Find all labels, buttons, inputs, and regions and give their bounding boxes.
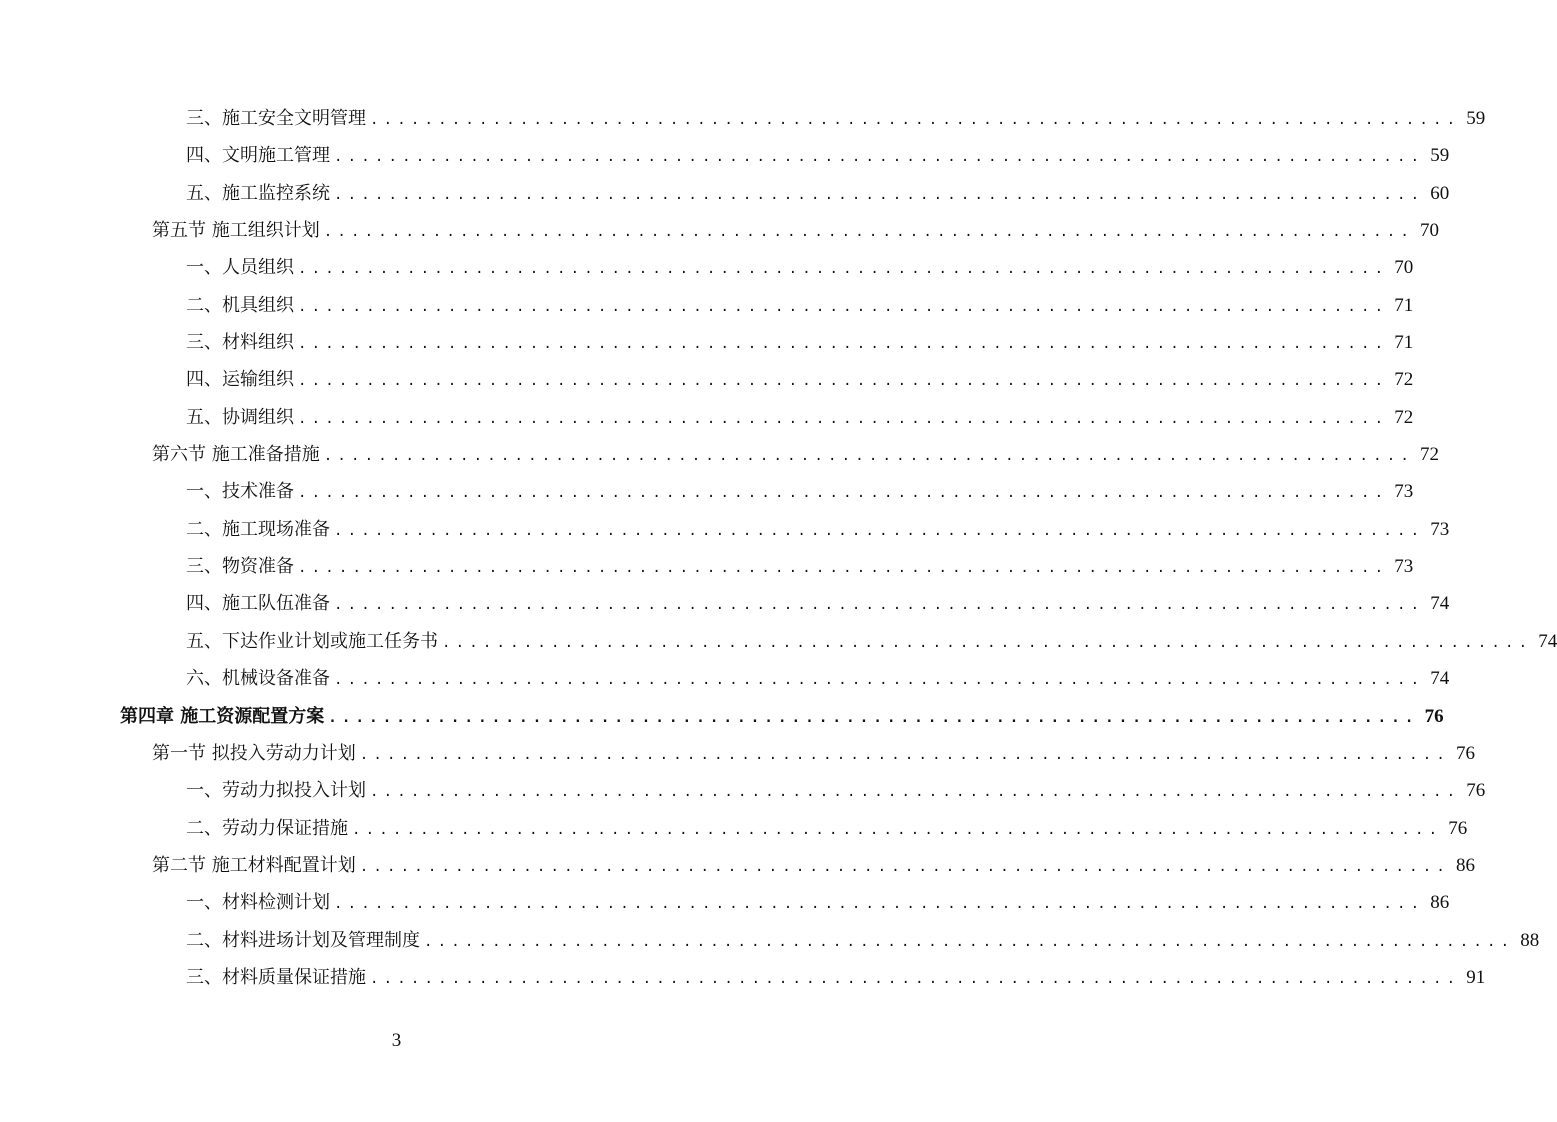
- dot-leader: ................................................................................: [359, 858, 1451, 875]
- toc-entry-title: 第四章 施工资源配置方案: [120, 705, 325, 727]
- toc-entry-title: 第六节 施工准备措施: [152, 444, 320, 466]
- dot-leader: ................................................................................: [334, 896, 1425, 913]
- toc-entry-page: 91: [1466, 966, 1486, 988]
- toc-entry-page: 73: [1394, 556, 1414, 578]
- toc-entry-item[interactable]: [0, 772, 1486, 809]
- toc-entry-section[interactable]: [0, 212, 1440, 249]
- toc-entry-line: [186, 473, 1414, 512]
- dot-leader: ................................................................................: [328, 709, 1419, 726]
- toc-entry-title: 一、材料检测计划: [186, 892, 330, 914]
- toc-entry-line: [186, 548, 1414, 587]
- toc-entry-page: 70: [1394, 257, 1414, 279]
- toc-entry-item[interactable]: [0, 548, 1414, 585]
- toc-entry-page: 74: [1430, 593, 1450, 615]
- toc-entry-line: [186, 287, 1414, 326]
- dot-leader: ................................................................................: [359, 746, 1451, 763]
- toc-entry-page: 76: [1424, 705, 1444, 727]
- toc-entry-page: 59: [1430, 145, 1450, 167]
- toc-entry-item[interactable]: [0, 511, 1450, 548]
- toc-entry-title: 四、运输组织: [186, 369, 294, 391]
- toc-entry-item[interactable]: [0, 361, 1414, 398]
- toc-entry-title: 第二节 施工材料配置计划: [152, 854, 356, 876]
- dot-leader: ................................................................................: [334, 186, 1425, 203]
- toc-entry-section[interactable]: [0, 735, 1476, 772]
- dot-leader: ................................................................................: [370, 784, 1461, 801]
- dot-leader: ................................................................................: [298, 410, 1389, 427]
- toc-entry-item[interactable]: [0, 473, 1414, 510]
- toc-entry-page: 72: [1420, 444, 1440, 466]
- toc-entry-title: 第一节 拟投入劳动力计划: [152, 742, 356, 764]
- toc-entry-line: [186, 810, 1468, 849]
- toc-entry-title: 四、文明施工管理: [186, 145, 330, 167]
- toc-entry-page: 73: [1394, 481, 1414, 503]
- toc-entry-page: 73: [1430, 518, 1450, 540]
- toc-entry-title: 五、协调组织: [186, 406, 294, 428]
- toc-entry-section[interactable]: [0, 847, 1476, 884]
- dot-leader: ................................................................................: [298, 373, 1389, 390]
- toc-entry-line: [120, 698, 1444, 737]
- toc-entry-page: 70: [1420, 220, 1440, 242]
- dot-leader: ................................................................................: [298, 560, 1389, 577]
- toc-entry-line: [186, 137, 1450, 176]
- dot-leader: ................................................................................: [370, 112, 1461, 128]
- toc-entry-title: 一、人员组织: [186, 257, 294, 279]
- toc-entry-page: 74: [1538, 630, 1557, 652]
- toc-entry-item[interactable]: [0, 959, 1486, 996]
- toc-entry-title: 一、技术准备: [186, 481, 294, 503]
- toc-entry-item[interactable]: [0, 175, 1450, 212]
- dot-leader: ................................................................................: [298, 298, 1389, 315]
- dot-leader: ................................................................................: [352, 821, 1443, 838]
- toc-entry-line: [186, 922, 1540, 961]
- toc-entry-page: 72: [1394, 406, 1414, 428]
- dot-leader: ................................................................................: [442, 634, 1533, 651]
- dot-leader: ................................................................................: [323, 448, 1415, 465]
- toc-entry-page: 71: [1394, 332, 1414, 354]
- toc-entry-item[interactable]: [0, 137, 1450, 174]
- dot-leader: ................................................................................: [298, 485, 1389, 502]
- toc-entry-item[interactable]: [0, 660, 1450, 697]
- toc-entry-title: 一、劳动力拟投入计划: [186, 780, 366, 802]
- toc-entry-item[interactable]: [0, 324, 1414, 361]
- dot-leader: ................................................................................: [334, 672, 1425, 689]
- toc-entry-line: [186, 249, 1414, 288]
- toc-entry-item[interactable]: [0, 249, 1414, 286]
- dot-leader: ................................................................................: [298, 336, 1389, 353]
- toc-entry-title: 第五节 施工组织计划: [152, 220, 320, 242]
- toc-entry-line: [186, 959, 1486, 998]
- toc-entry-title: 二、施工现场准备: [186, 518, 330, 540]
- toc-entry-title: 六、机械设备准备: [186, 668, 330, 690]
- page-number: 3: [391, 1030, 402, 1051]
- dot-leader: ................................................................................: [334, 149, 1425, 166]
- toc-entry-line: [186, 100, 1486, 139]
- toc-entry-page: 76: [1448, 817, 1468, 839]
- toc-entry-page: 88: [1520, 929, 1540, 951]
- dot-leader: ................................................................................: [323, 224, 1415, 241]
- toc-entry-item[interactable]: [0, 810, 1468, 847]
- toc-entry-page: 76: [1466, 780, 1486, 802]
- toc-entry-page: 86: [1456, 854, 1476, 876]
- toc-entry-item[interactable]: [0, 884, 1450, 921]
- toc-entry-line: [186, 361, 1414, 400]
- toc-entry-item[interactable]: [0, 287, 1414, 324]
- toc-entry-page: 86: [1430, 892, 1450, 914]
- toc-entry-title: 二、劳动力保证措施: [186, 817, 348, 839]
- table-of-contents: [0, 100, 1557, 996]
- toc-entry-line: [186, 175, 1450, 214]
- toc-entry-line: [186, 660, 1450, 699]
- toc-entry-line: [186, 399, 1414, 438]
- dot-leader: ................................................................................: [334, 597, 1425, 614]
- toc-entry-title: 三、材料组织: [186, 332, 294, 354]
- toc-entry-line: [186, 772, 1486, 811]
- toc-entry-title: 三、物资准备: [186, 556, 294, 578]
- toc-entry-item[interactable]: [0, 623, 1557, 660]
- toc-entry-title: 二、机具组织: [186, 294, 294, 316]
- dot-leader: ................................................................................: [298, 261, 1389, 278]
- toc-entry-title: 五、施工监控系统: [186, 182, 330, 204]
- toc-entry-page: 74: [1430, 668, 1450, 690]
- toc-entry-title: 二、材料进场计划及管理制度: [186, 929, 420, 951]
- toc-entry-line: [186, 884, 1450, 923]
- toc-entry-line: [152, 735, 1476, 774]
- toc-entry-line: [186, 511, 1450, 550]
- dot-leader: ................................................................................: [424, 933, 1515, 950]
- toc-entry-title: 三、施工安全文明管理: [186, 108, 366, 129]
- toc-entry-line: [152, 212, 1440, 251]
- toc-entry-page: 60: [1430, 182, 1450, 204]
- dot-leader: ................................................................................: [334, 522, 1425, 539]
- toc-entry-item[interactable]: [0, 399, 1414, 436]
- toc-entry-page: 71: [1394, 294, 1414, 316]
- toc-entry-line: [186, 623, 1557, 662]
- toc-entry-title: 五、下达作业计划或施工任务书: [186, 630, 438, 652]
- toc-entry-line: [152, 847, 1476, 886]
- toc-entry-line: [152, 436, 1440, 475]
- toc-entry-title: 四、施工队伍准备: [186, 593, 330, 615]
- toc-entry-chapter[interactable]: [0, 698, 1444, 735]
- dot-leader: ................................................................................: [370, 970, 1461, 987]
- toc-entry-page: 59: [1466, 108, 1486, 129]
- toc-entry-line: [186, 324, 1414, 363]
- toc-entry-page: 76: [1456, 742, 1476, 764]
- toc-entry-item[interactable]: [0, 100, 1486, 137]
- toc-entry-item[interactable]: [0, 585, 1450, 622]
- toc-entry-page: 72: [1394, 369, 1414, 391]
- toc-entry-line: [186, 585, 1450, 624]
- toc-entry-section[interactable]: [0, 436, 1440, 473]
- toc-entry-title: 三、材料质量保证措施: [186, 966, 366, 988]
- toc-entry-item[interactable]: [0, 922, 1540, 959]
